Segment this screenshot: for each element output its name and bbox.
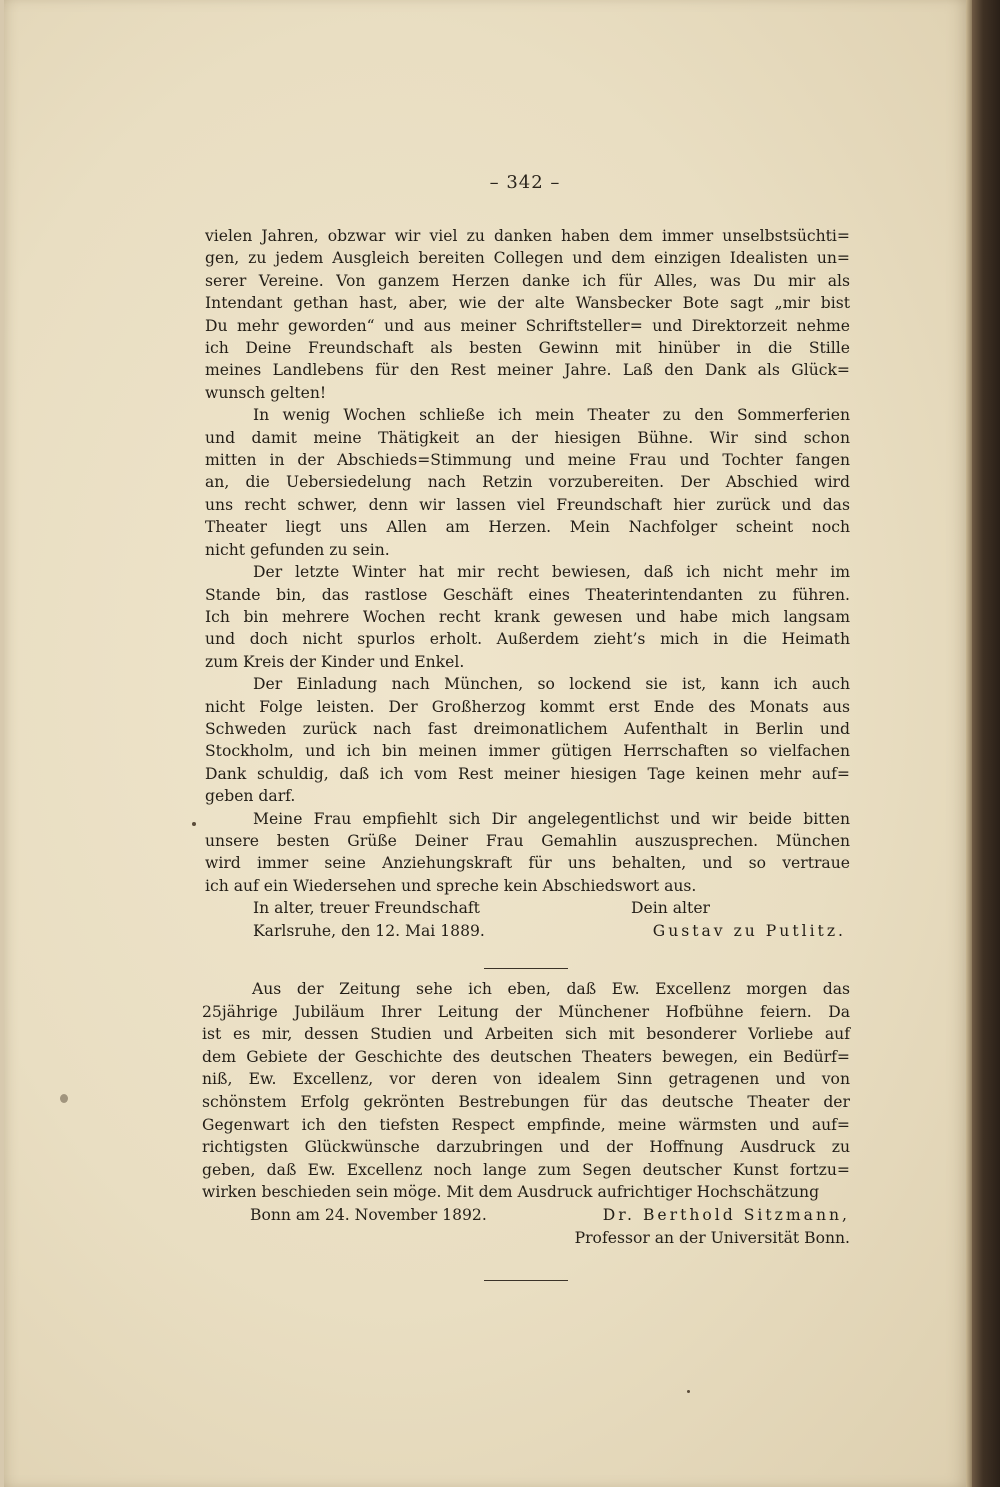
text-line: wird immer seine Anziehungskraft für uns behalten, und so vertraue (205, 854, 850, 873)
text-line: Der letzte Winter hat mir recht bewiesen, daß ich nicht mehr im (253, 563, 850, 582)
text-line: Ich bin mehrere Wochen recht krank gewesen und habe mich langsam (205, 607, 850, 626)
text-line: ich auf ein Wiedersehen und spreche kein Abschiedswort aus. (205, 876, 697, 895)
paragraph-4 (205, 673, 850, 807)
signature-title: Professor an der Universität Bonn. (574, 1228, 850, 1247)
closing-row-3 (202, 1204, 850, 1227)
signature-putlitz: Gustav zu Putlitz. (652, 921, 846, 940)
text-line: richtigsten Glückwünsche darzubringen und der Hoffnung Ausdruck zu (202, 1138, 850, 1157)
text-line: Du mehr geworden“ und aus meiner Schriftsteller= und Direktorzeit nehme (205, 316, 850, 335)
paragraph-1 (205, 225, 850, 404)
text-line: unsere besten Grüße Deiner Frau Gemahlin auszusprechen. München (205, 831, 850, 850)
paragraph-3 (205, 561, 850, 673)
text-line: Der Einladung nach München, so lockend sie ist, kann ich auch (253, 675, 850, 694)
text-line: Intendant gethan hast, aber, wie der alte Wansbecker Bote sagt „mir bist (205, 294, 850, 313)
signature-sitzmann: Dr. Berthold Sitzmann, (602, 1205, 850, 1224)
text-line: ist es mir, dessen Studien und Arbeiten sich mit besonderer Vorliebe auf (202, 1025, 850, 1044)
text-line: Aus der Zeitung sehe ich eben, daß Ew. Excellenz morgen das (252, 980, 850, 998)
text-line: mitten in der Abschieds=Stimmung und meine Frau und Tochter fangen (205, 451, 850, 470)
text-line: niß, Ew. Excellenz, vor deren von idealem Sinn getragenen und von (202, 1070, 850, 1089)
paper-speck (687, 1390, 690, 1393)
letter-putlitz (205, 225, 850, 942)
text-line: dem Gebiete der Geschichte des deutschen Theaters bewegen, ein Bedürf= (202, 1047, 850, 1066)
place-date: Bonn am 24. November 1892. (250, 1205, 487, 1224)
closing-greeting: In alter, treuer Freundschaft (253, 899, 480, 918)
text-line: Dank schuldig, daß ich vom Rest meiner hiesigen Tage keinen mehr auf= (205, 764, 850, 783)
paragraph-5 (205, 808, 850, 898)
text-line: Schweden zurück nach fast dreimonatlichem Aufenthalt in Berlin und (205, 719, 850, 738)
text-line: uns recht schwer, denn wir lassen viel Freundschaft hier zurück und das (205, 495, 850, 514)
text-line: In wenig Wochen schließe ich mein Theater zu den Sommerferien (253, 406, 850, 425)
place-date: Karlsruhe, den 12. Mai 1889. (253, 921, 485, 940)
closing-dein-alter: Dein alter (631, 899, 710, 918)
text-line: zum Kreis der Kinder und Enkel. (205, 652, 465, 671)
separator-rule (484, 1280, 568, 1281)
text-line: nicht gefunden zu sein. (205, 540, 390, 559)
paper-speck (192, 822, 196, 826)
text-line: wirken beschieden sein möge. Mit dem Ausdruck aufrichtiger Hochschätzung (202, 1183, 820, 1202)
paragraph-6 (202, 978, 850, 1204)
text-line: meines Landlebens für den Rest meiner Jahre. Laß den Dank als Glück= (205, 361, 850, 380)
text-line: und doch nicht spurlos erholt. Außerdem zieht’s mich in die Heimath (205, 630, 850, 649)
text-line: geben darf. (205, 787, 296, 806)
text-line: an, die Uebersiedelung nach Retzin vorzubereiten. Der Abschied wird (205, 473, 850, 492)
text-line: und damit meine Thätigkeit an der hiesigen Bühne. Wir sind schon (205, 428, 850, 447)
text-line: nicht Folge leisten. Der Großherzog kommt erst Ende des Monats aus (205, 697, 850, 716)
text-line: ich Deine Freundschaft als besten Gewinn mit hinüber in die Stille (205, 339, 850, 358)
text-line: serer Vereine. Von ganzem Herzen danke ich für Alles, was Du mir als (205, 271, 850, 290)
text-line: Stande bin, das rastlose Geschäft eines Theaterintendanten zu führen. (205, 585, 850, 604)
text-line: wunsch gelten! (205, 383, 327, 402)
text-line: Gegenwart ich den tiefsten Respect empfinde, meine wärmsten und auf= (202, 1115, 850, 1134)
paper-stain (60, 1094, 68, 1103)
text-line: 25jährige Jubiläum Ihrer Leitung der Münchener Hofbühne feiern. Da (202, 1002, 850, 1021)
book-spine (972, 0, 1000, 1487)
text-line: Meine Frau empfiehlt sich Dir angelegentlichst und wir beide bitten (253, 809, 850, 828)
closing-row-2 (205, 920, 850, 942)
text-line: schönstem Erfolg gekrönten Bestrebungen für das deutsche Theater der (202, 1092, 850, 1111)
text-line: gen, zu jedem Ausgleich bereiten Collegen und dem einzigen Idealisten un= (205, 249, 850, 268)
text-line: vielen Jahren, obzwar wir viel zu danken haben dem immer unselbstsüchti= (205, 227, 850, 245)
text-line: Theater liegt uns Allen am Herzen. Mein Nachfolger scheint noch (205, 518, 850, 537)
page-number: – 342 – (489, 172, 561, 193)
text-line: Stockholm, und ich bin meinen immer gütigen Herrschaften so vielfachen (205, 742, 850, 761)
separator-rule (484, 968, 568, 969)
text-line: geben, daß Ew. Excellenz noch lange zum Segen deutscher Kunst fortzu= (202, 1160, 850, 1179)
paragraph-2 (205, 404, 850, 561)
letter-sitzmann (202, 978, 850, 1249)
closing-row-1 (205, 897, 850, 919)
